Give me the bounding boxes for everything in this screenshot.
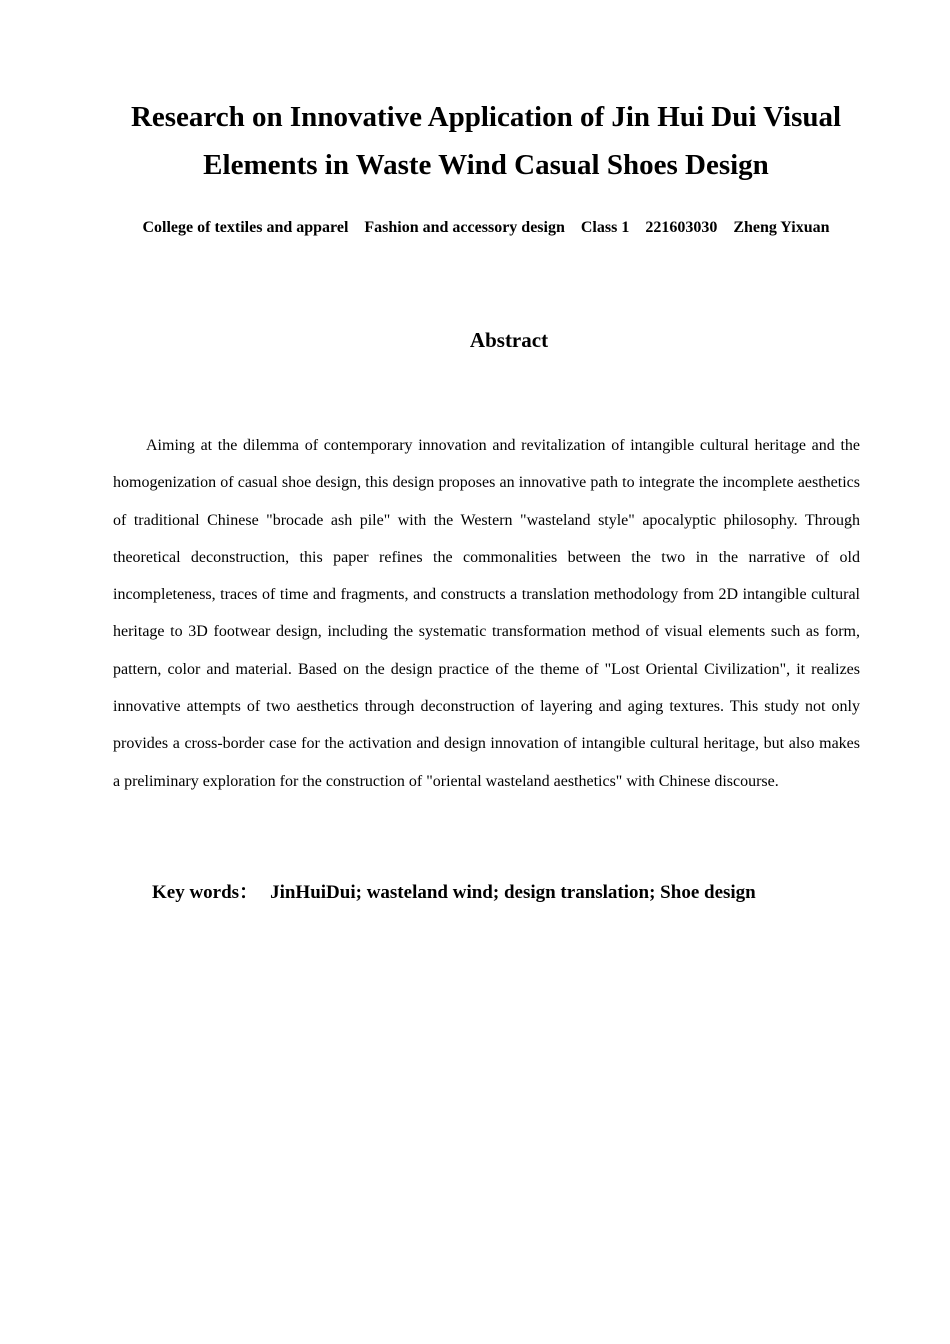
author-student-id: 221603030	[645, 219, 718, 236]
abstract-paragraph: Aiming at the dilemma of contemporary innovation and revitalization of intangible cultural heritage and the homogenization of casual shoe design, this design proposes an innovative path to integrate the incomplete aesthetics of traditional Chinese "brocade ash pile" with the Western "wasteland style" apocalyptic philosophy. Through theoretical deconstruction, this paper refines the commonalities between the two in the narrative of old incompleteness, traces of time and fragments, and constructs a translation methodology from 2D intangible cultural heritage to 3D footwear design, including the systematic transformation method of visual elements such as form, pattern, color and material. Based on the design practice of the theme of "Lost Oriental Civilization", it realizes innovative attempts of two aesthetics through deconstruction of layering and aging textures. This study not only provides a cross-border case for the activation and design innovation of intangible cultural heritage, but also makes a preliminary exploration for the construction of "oriental wasteland aesthetics" with Chinese discourse.	[113, 437, 860, 790]
author-name: Zheng Yixuan	[733, 219, 830, 236]
keywords-label: Key words：	[152, 882, 259, 903]
keywords-line	[152, 880, 872, 906]
author-major: Fashion and accessory design	[364, 219, 565, 236]
paper-title-line-2: Elements in Waste Wind Casual Shoes Design	[203, 149, 769, 181]
paper-title-line-1: Research on Innovative Application of Jin Hui Dui Visual	[130, 101, 842, 133]
author-info-line	[60, 217, 912, 239]
paper-title	[60, 93, 912, 189]
author-college: College of textiles and apparel	[142, 219, 349, 236]
keywords-list: JinHuiDui; wasteland wind; design translation; Shoe design	[270, 882, 756, 903]
abstract-heading: Abstract	[469, 328, 549, 352]
author-class: Class 1	[580, 219, 630, 236]
